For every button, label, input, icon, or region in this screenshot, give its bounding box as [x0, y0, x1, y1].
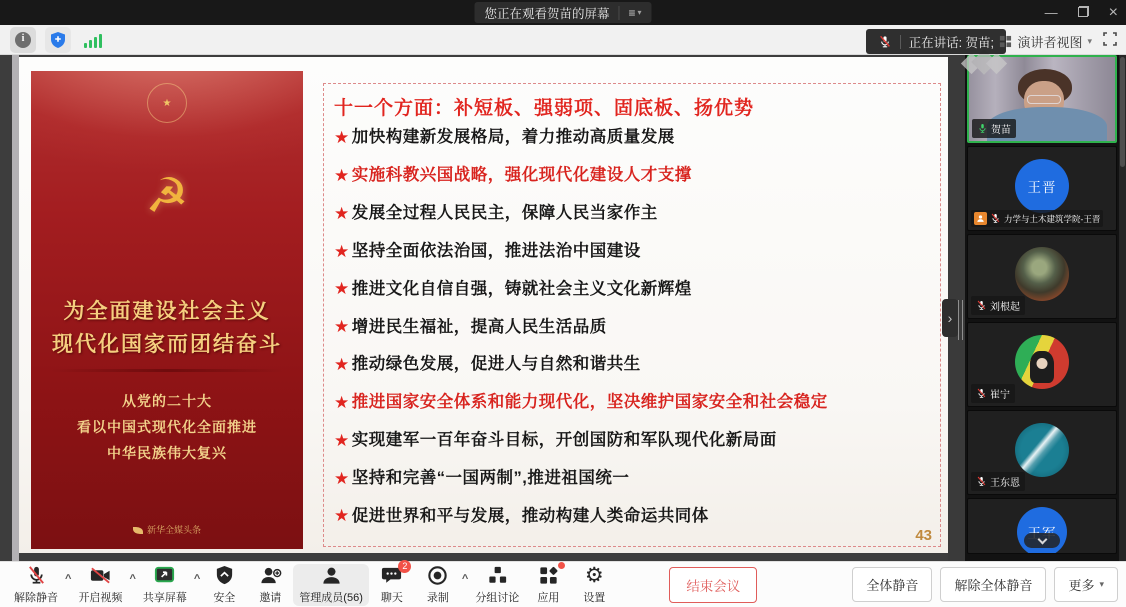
- participant-name-tag: 力学与土木建筑学院-王晋: [971, 210, 1103, 227]
- star-icon: ★: [334, 165, 350, 185]
- speaking-indicator: [866, 29, 1006, 54]
- participant-tile[interactable]: [967, 146, 1117, 231]
- chevron-down-icon: [1037, 534, 1047, 544]
- mute-all-button[interactable]: 全体静音: [852, 567, 932, 602]
- record-button[interactable]: 录制: [415, 564, 461, 606]
- sidebar-scrollbar[interactable]: [1119, 55, 1126, 561]
- slide-bullet: ★ 推进文化自信自强，铸就社会主义文化新辉煌: [334, 279, 692, 299]
- network-signal-button[interactable]: [80, 27, 106, 53]
- person-icon: [320, 564, 343, 587]
- record-icon: [426, 564, 449, 587]
- restore-button[interactable]: [1078, 6, 1089, 19]
- slide-bullet: ★ 发展全过程人民民主，保障人民当家作主: [334, 203, 658, 223]
- mic-muted-icon: [25, 564, 48, 587]
- share-screen-icon: [153, 564, 176, 587]
- window-titlebar: [0, 0, 1126, 25]
- poster-star-ring: ★: [147, 83, 187, 123]
- avatar-figure: [1030, 351, 1054, 383]
- meeting-info-button[interactable]: [10, 27, 36, 53]
- start-video-button[interactable]: 开启视频: [72, 564, 128, 606]
- page-number: 43: [915, 527, 932, 544]
- host-icon: [974, 212, 987, 225]
- breakout-rooms-icon: [486, 564, 509, 587]
- star-icon: ★: [334, 468, 350, 488]
- invite-button[interactable]: 邀请: [247, 564, 293, 606]
- scroll-down-indicator[interactable]: [1024, 533, 1060, 548]
- restore-icon: [1078, 6, 1089, 17]
- watching-banner: [474, 2, 651, 23]
- manage-members-button[interactable]: 管理成员(56): [293, 564, 369, 606]
- slide-title: 十一个方面：补短板、强弱项、固底板、扬优势: [334, 98, 755, 119]
- chevron-down-icon: ▾: [1087, 35, 1092, 46]
- apps-button[interactable]: 应用: [525, 564, 571, 606]
- avatar: [1015, 335, 1069, 389]
- screen-list-button[interactable]: [618, 6, 641, 20]
- participant-name-tag: 王东恩: [971, 472, 1025, 491]
- dove-icon: [133, 527, 143, 534]
- chat-badge: 2: [398, 560, 411, 573]
- panel-divider: [948, 55, 965, 561]
- view-mode-selector[interactable]: [999, 29, 1092, 53]
- gear-icon: ⚙: [584, 564, 604, 587]
- poster-title-line1: 为全面建设社会主义: [63, 298, 271, 323]
- camera-off-icon: [88, 564, 113, 587]
- watching-text: 您正在观看贺苗的屏幕: [484, 6, 610, 21]
- participant-tile[interactable]: [967, 234, 1117, 319]
- share-screen-button[interactable]: 共享屏幕: [137, 564, 193, 606]
- star-icon: ★: [334, 355, 350, 375]
- mic-options-chevron[interactable]: ^: [65, 572, 72, 585]
- speaking-text: 正在讲话: 贺苗;: [908, 35, 994, 50]
- star-icon: ★: [334, 506, 350, 526]
- star-icon: ★: [334, 317, 350, 337]
- participant-name-tag: 崔宁: [971, 384, 1015, 403]
- star-icon: ★: [334, 241, 350, 261]
- avatar: [1015, 247, 1069, 301]
- share-options-chevron[interactable]: ^: [193, 572, 201, 585]
- security-shield-button[interactable]: [45, 27, 71, 53]
- scrollbar-thumb[interactable]: [1120, 57, 1125, 167]
- slide-bullet: ★ 实施科教兴国战略，强化现代化建设人才支撑: [334, 165, 692, 185]
- participants-sidebar: [965, 55, 1126, 561]
- slide-bullet: ★ 实现建军一百年奋斗目标，开创国防和军队现代化新局面: [334, 430, 777, 450]
- divider: [900, 35, 901, 49]
- mic-muted-icon: [990, 213, 1001, 224]
- person-glasses: [1027, 95, 1061, 104]
- info-icon: [15, 32, 31, 48]
- end-meeting-button[interactable]: 结束会议: [669, 567, 757, 603]
- slide-bullet: ★ 坚持和完善“一国两制”,推进祖国统一: [334, 468, 630, 488]
- close-button[interactable]: ×: [1108, 3, 1118, 21]
- party-emblem-icon: ☭: [145, 170, 189, 223]
- slide-bullet: ★ 坚持全面依法治国，推进法治中国建设: [334, 241, 641, 261]
- slide-bullet: ★ 推进国家安全体系和能力现代化，坚决维护国家安全和社会稳定: [334, 392, 828, 412]
- grid-layout-icon: [999, 35, 1012, 48]
- breakout-rooms-button[interactable]: 分组讨论: [469, 564, 525, 606]
- star-icon: ★: [334, 128, 350, 147]
- video-options-chevron[interactable]: ^: [129, 572, 136, 585]
- poster-footer: 新华全媒头条: [31, 523, 303, 536]
- settings-button[interactable]: ⚙ 设置: [583, 564, 606, 604]
- slide-bullet: ★ 加快构建新发展格局，着力推动高质量发展: [334, 128, 675, 147]
- invite-person-icon: [258, 564, 283, 587]
- slide-poster: [31, 71, 303, 549]
- mic-on-icon: [977, 123, 988, 134]
- topbar-left-icons: [10, 27, 106, 53]
- apps-icon: [537, 564, 560, 587]
- shared-screen-area: [0, 55, 948, 561]
- participant-tile[interactable]: [967, 410, 1117, 495]
- participant-name-tag: 刘根起: [971, 296, 1025, 315]
- unmute-button[interactable]: 解除静音: [8, 564, 64, 606]
- signal-bars-icon: [84, 32, 102, 48]
- star-icon: ★: [334, 392, 350, 412]
- participant-tile[interactable]: [967, 322, 1117, 407]
- security-shield-icon: [214, 564, 235, 587]
- record-options-chevron[interactable]: ^: [461, 572, 469, 585]
- security-button[interactable]: 安全: [201, 564, 247, 606]
- poster-subtitle-line1: 从党的二十大: [122, 394, 212, 410]
- mic-muted-icon: [976, 476, 987, 487]
- mic-muted-icon: [976, 388, 987, 399]
- mic-muted-icon: [976, 300, 987, 311]
- star-icon: ★: [334, 430, 350, 450]
- avatar: [1015, 423, 1069, 477]
- slide-bullet: ★ 促进世界和平与发展，推动构建人类命运共同体: [334, 506, 709, 526]
- slide-bullet: ★ 增进民生福祉，提高人民生活品质: [334, 317, 607, 337]
- chevron-down-icon: ▾: [637, 8, 642, 17]
- resize-handle[interactable]: [958, 300, 963, 340]
- meeting-topbar: [0, 25, 1126, 55]
- host-controls: [852, 567, 1118, 602]
- watermark-logo: [968, 53, 1004, 76]
- list-icon: ≡: [628, 5, 636, 20]
- poster-subtitle-line3: 中华民族伟大复兴: [107, 446, 227, 462]
- poster-subtitle-line2: 看以中国式现代化全面推进: [77, 420, 257, 436]
- star-icon: ★: [334, 203, 350, 223]
- chevron-down-icon: ▾: [1099, 579, 1104, 589]
- collapse-sidebar-button[interactable]: [942, 299, 958, 337]
- participant-name-tag: 贺苗: [972, 119, 1016, 138]
- star-icon: ★: [334, 279, 350, 299]
- bullet-list: [334, 128, 932, 526]
- fullscreen-button[interactable]: [1102, 31, 1118, 52]
- slide-content-box: [323, 83, 941, 547]
- window-controls: [1045, 0, 1118, 25]
- minimize-button[interactable]: —: [1044, 5, 1058, 20]
- shield-plus-icon: [50, 31, 66, 49]
- meeting-toolbar: [0, 561, 1126, 607]
- fullscreen-icon: [1102, 31, 1118, 47]
- poster-divider: [50, 369, 284, 372]
- view-mode-label: 演讲者视图: [1017, 34, 1083, 50]
- expand-icon: ›: [947, 310, 953, 326]
- chat-button[interactable]: 2 聊天: [369, 564, 415, 606]
- participant-tile[interactable]: [967, 498, 1117, 554]
- avatar: 王晋: [1015, 159, 1069, 213]
- mic-muted-icon: [878, 35, 892, 49]
- unmute-all-button[interactable]: 解除全体静音: [940, 567, 1046, 602]
- more-button[interactable]: 更多 ▾: [1054, 567, 1118, 602]
- presentation-slide: [19, 57, 948, 553]
- poster-title-line2: 现代化国家而团结奋斗: [52, 331, 282, 356]
- share-margin: [12, 55, 19, 561]
- apps-notification-dot: [558, 562, 565, 569]
- slide-bullet: ★ 推动绿色发展，促进人与自然和谐共生: [334, 355, 641, 375]
